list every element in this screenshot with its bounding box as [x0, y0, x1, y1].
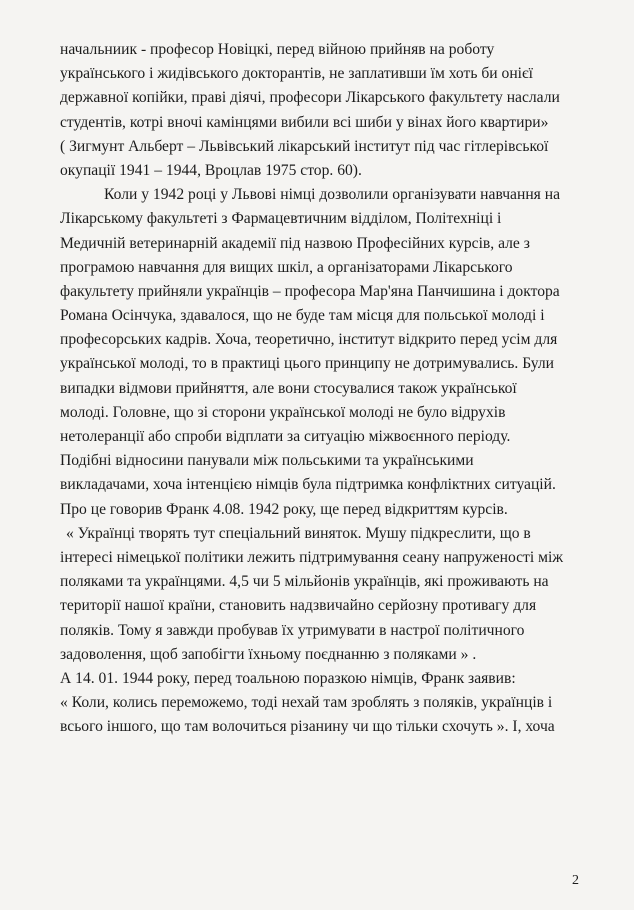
text-line: студентів, котрі вночі камінцями вибили всі шиби у вінах його квартири» — [60, 113, 549, 131]
document-body — [60, 38, 600, 739]
text-line: Романа Осінчука, здавалося, що не буде там місця для польської молоді і — [60, 307, 545, 325]
text-line: інтересі німецької політики лежить підтримування сеану напруженості між — [60, 548, 564, 566]
text-line: задоволення, щоб запобігти їхньому поєднанню з поляками » . — [60, 645, 477, 663]
text-line: поляками та українцями. 4,5 чи 5 мільйонів українців, які проживають на — [60, 573, 549, 591]
paragraph-first-line: Коли у 1942 році у Львові німці дозволили організувати навчання на — [104, 186, 561, 204]
text-line: випадки відмови прийняття, але вони стосувалися також української — [60, 379, 517, 397]
text-line: поляків. Тому я завжди пробував їх утримувати в настрої політичного — [60, 621, 525, 639]
text-line: ( Зигмунт Альберт – Львівський лікарський інститут під час гітлерівської — [60, 137, 549, 155]
text-line: нетолеранції або спроби відплати за ситуацію міжвоєнного періоду. — [60, 428, 511, 445]
text-line: « Коли, колись переможемо, тоді нехай там зроблять з поляків, українців і — [60, 694, 553, 712]
text-line: Про це говорив Франк 4.08. 1942 року, ще перед відкриттям курсів. — [60, 500, 508, 518]
text-line: начальниик - професор Новіцкі, перед війною прийняв на роботу — [60, 41, 495, 58]
text-line: Медичній ветеринарній академії під назвою Професійних курсів, але з — [60, 234, 530, 252]
text-line: окупації 1941 – 1944, Вроцлав 1975 стор. 60). — [60, 161, 362, 179]
text-line: території нашої країни, становить надзвичайно серйозну противагу для — [60, 597, 537, 615]
text-line: всього іншого, що там волочиться різанину чи що тільки схочуть ». І, хоча — [60, 718, 555, 736]
text-line: української молоді, то в практиці цього принципу не дотримувались. Були — [60, 355, 554, 373]
quote-first-line: « Українці творять тут спеціальний виняток. Мушу підкреслити, що в — [66, 524, 531, 542]
page-number: 2 — [572, 873, 579, 888]
text-line: молоді. Головне, що зі сторони української молоді не було відрухів — [60, 403, 506, 421]
text-line: викладачами, хоча інтенцією німців була підтримка конфліктних ситуацій. — [60, 476, 556, 494]
text-line: програмою навчання для вищих шкіл, а організаторами Лікарського — [60, 258, 513, 276]
text-line: професорських кадрів. Хоча, теоретично, інститут відкрито перед усім для — [60, 331, 558, 349]
text-line: факультету прийняли українців – професора Мар'яна Панчишина і доктора — [60, 282, 560, 300]
text-line: Лікарському факультеті з Фармацевтичним відділом, Політехніці і — [60, 210, 502, 228]
text-line: державної копійки, праві діячі, професори Лікарського факультету наслали — [60, 89, 560, 107]
text-line: А 14. 01. 1944 року, перед тоальною поразкою німців, Франк заявив: — [60, 669, 516, 687]
text-line: українського і жидівського докторантів, не заплативши їм хоть би онієї — [60, 65, 534, 83]
text-line: Подібні відносини панували між польськими та українськими — [60, 452, 474, 470]
